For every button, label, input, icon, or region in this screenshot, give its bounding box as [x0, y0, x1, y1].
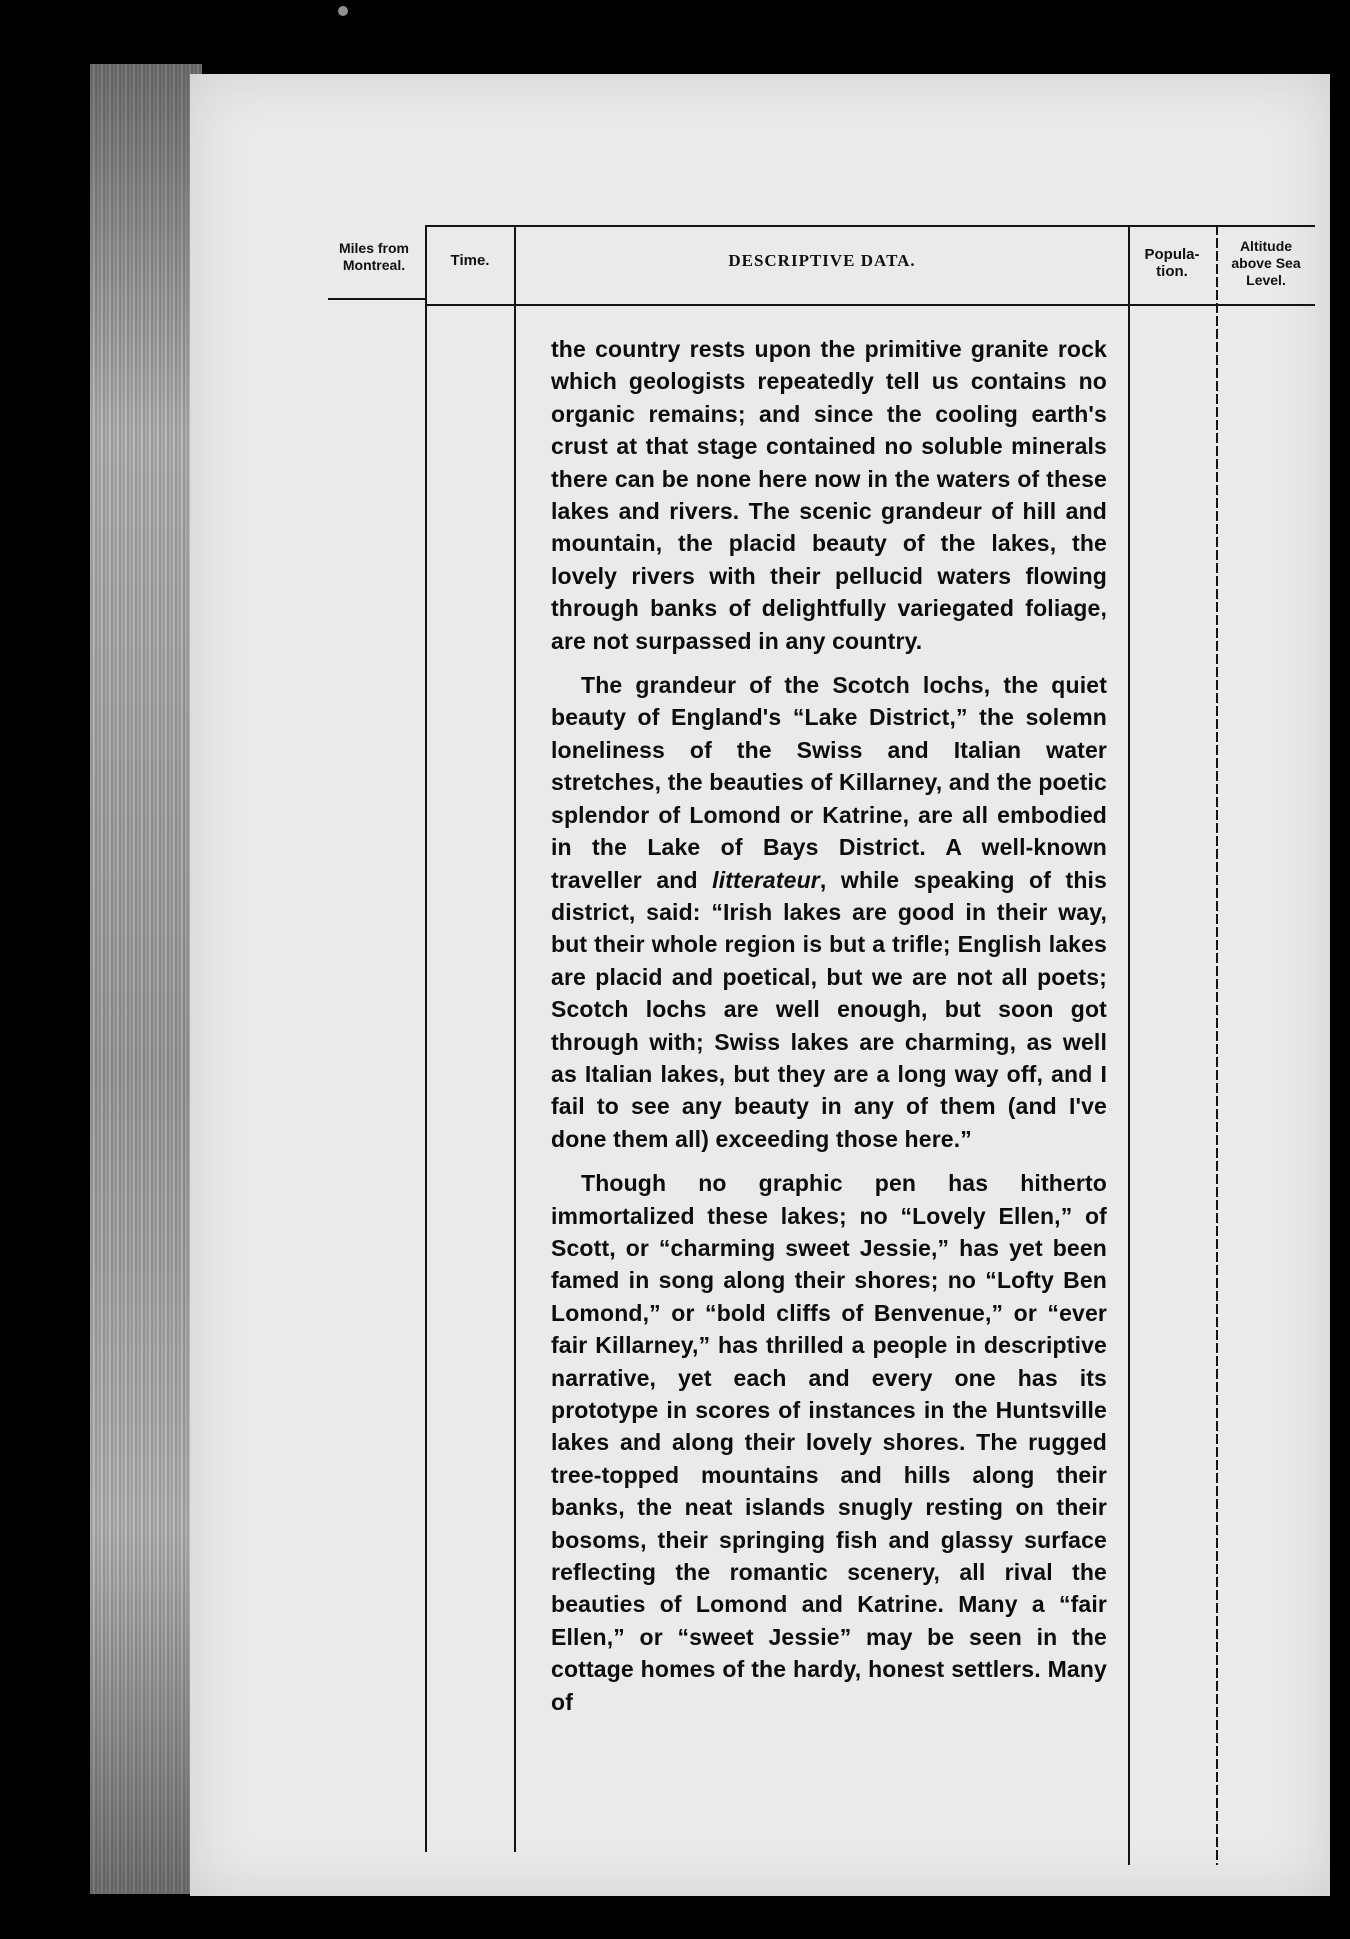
column-rule-time-left [425, 225, 427, 1852]
header-miles-from-montreal: Miles from Montreal. [338, 240, 409, 273]
descriptive-text-column [551, 333, 1107, 1730]
scan-speck [338, 6, 348, 16]
header-bottom-rule-miles [328, 298, 425, 300]
paragraph-3: Though no graphic pen has hitherto immortalized these lakes; no “Lovely Ellen,” of Scott, or “charming sweet Jessie,” has yet been famed in song along their shores; no “Lofty Ben Lomond,” or “bold cliffs of Benvenue,” or “ever fair Killarney,” has thrilled a people in descriptive narrative, yet each and every one has its prototype in scores of instances in the Huntsville lakes and along their lovely shores. The rugged tree-topped mountains and hills along their banks, the neat islands snugly resting on their bosoms, their springing fish and glassy surface reflecting the romantic scenery, all rival the beauties of Lomond and Katrine. Many a “fair Ellen,” or “sweet Jessie” may be seen in the cottage homes of the hardy, honest settlers. Many of [551, 1170, 1107, 1715]
column-rule-altitude-left [1216, 225, 1218, 1865]
paragraph-2-before: The grandeur of the Scotch lochs, the quiet beauty of England's “Lake District,” the solemn loneliness of the Swiss and Italian water stretches, the beauties of Killarney, and the poetic splendor of Lomond or Katrine, are all embodied in the Lake of Bays District. A well-known traveller and [551, 672, 1107, 893]
column-rule-time-right [514, 225, 516, 1852]
header-population: Popula- tion. [1144, 246, 1200, 280]
column-rule-population-left [1128, 225, 1130, 1865]
header-descriptive-data: DESCRIPTIVE DATA. [728, 251, 916, 270]
book-page-edges [90, 64, 202, 1894]
header-time: Time. [450, 252, 490, 269]
paragraph-2-after: , while speaking of this district, said: “Irish lakes are good in their way, but their whole region is but a trifle; English lakes are placid and poetical, but we are not all poets; Scotch lochs are well enough, but soon got through with; Swiss lakes are charming, as well as Italian lakes, but they are a long way off, and I fail to see any beauty in any of them (and I've done them all) exceeding those here.” [551, 866, 1107, 1152]
paragraph-2 [551, 669, 1107, 1155]
header-bottom-rule-time [425, 304, 515, 306]
header-top-rule [425, 225, 1315, 227]
paragraph-2-italic: litterateur [712, 866, 820, 893]
paragraph-1: the country rests upon the primitive granite rock which geologists repeatedly tell us contains no organic remains; and since the cooling earth's crust at that stage contained no soluble minerals there can be none here now in the waters of these lakes and rivers. The scenic grandeur of hill and mountain, the placid beauty of the lakes, the lovely rivers with their pellucid waters flowing through banks of delightfully variegated foliage, are not surpassed in any country. [551, 336, 1107, 654]
header-bottom-rule-descriptive [515, 304, 1315, 306]
header-altitude: Altitude above Sea Level. [1231, 238, 1301, 288]
